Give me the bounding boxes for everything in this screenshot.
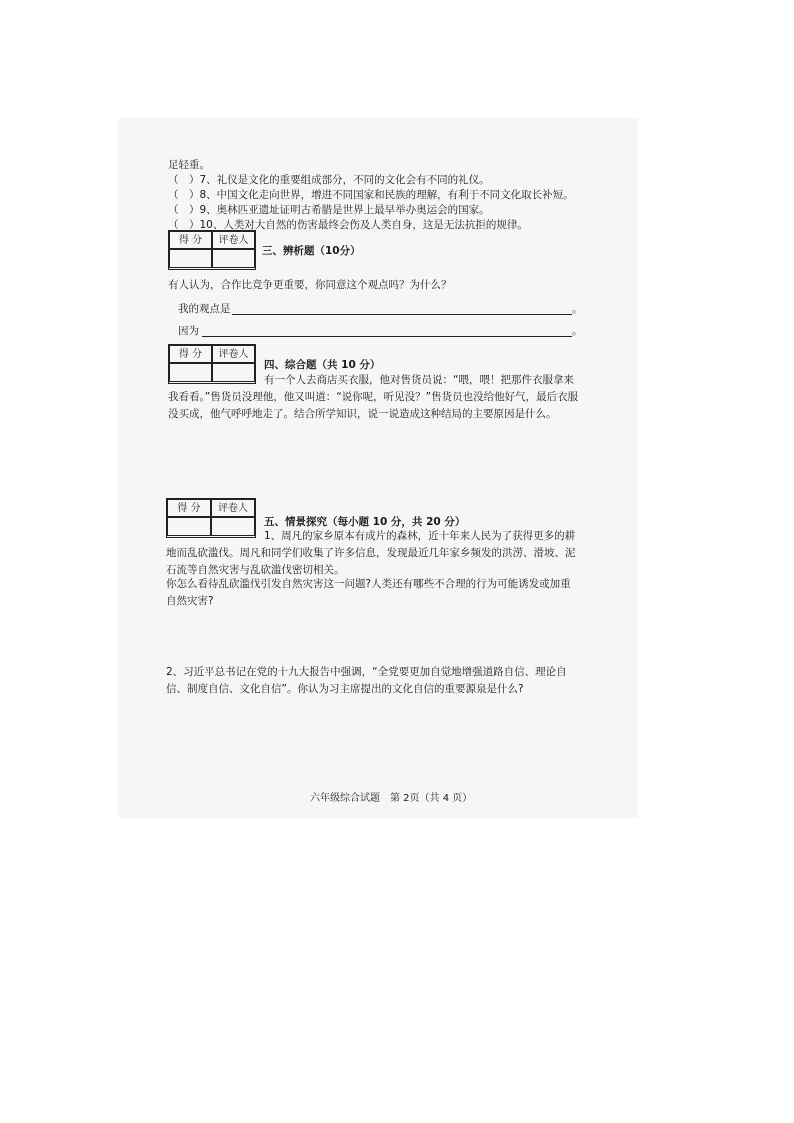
grader-label: 评卷人 xyxy=(212,345,255,363)
view-end-mark: 。 xyxy=(572,303,583,315)
page-footer: 六年级综合试题 第 2页（共 4 页） xyxy=(310,793,473,804)
score-label: 得 分 xyxy=(169,231,212,249)
section5-heading: 五、情景探究（每小题 10 分，共 20 分） xyxy=(264,516,466,528)
tf-item-10: （ ）10、人类对大自然的伤害最终会伤及人类自身，这是无法抗拒的规律。 xyxy=(168,219,528,231)
reason-end-mark: 。 xyxy=(572,325,583,337)
section5-q1-ask: 你怎么看待乱砍滥伐引发自然灾害这一问题?人类还有哪些不合理的行为可能诱发或加重自然灾害? xyxy=(166,578,571,607)
score-label: 得 分 xyxy=(167,499,211,517)
grader-cell[interactable] xyxy=(212,249,255,268)
tf-item-8: （ ）8、中国文化走向世界，增进不同国家和民族的理解，有利于不同文化取长补短。 xyxy=(168,189,574,201)
section5-q1: 1、周凡的家乡原本有成片的森林，近十年来人民为了获得更多的耕地而乱砍滥伐。周凡和同学们收集了许多信息，发现最近几年家乡频发的洪涝、滑坡、泥石流等自然灾害与乱砍滥伐密切相关。 xyxy=(166,530,576,576)
score-table-section3 xyxy=(168,230,256,270)
tf-item-9: （ ）9、奥林匹亚遗址证明古希腊是世界上最早举办奥运会的国家。 xyxy=(168,204,490,216)
score-cell[interactable] xyxy=(169,249,212,268)
section4-heading: 四、综合题（共 10 分） xyxy=(264,359,381,371)
reason-answer-line[interactable] xyxy=(202,336,572,337)
section3-question: 有人认为，合作比竞争更重要，你同意这个观点吗？为什么？ xyxy=(168,279,452,291)
grader-label: 评卷人 xyxy=(212,231,255,249)
section4-text: 有一个人去商店买衣服，他对售货员说：“喂，喂！把那件衣服拿来我看看。”售货员没理他，他又叫道：“说你呢，听见没？”售货员也没给他好气，最后衣服没买成，他气呼呼地走了。结合所学知识，说一说造成这种结局的主要原因是什么。 xyxy=(168,374,579,420)
view-label: 我的观点是 xyxy=(178,303,231,315)
tf-item-7: （ ）7、礼仪是文化的重要组成部分，不同的文化会有不同的礼仪。 xyxy=(168,174,490,186)
grader-label: 评卷人 xyxy=(211,499,255,517)
section5-q2: 2、习近平总书记在党的十九大报告中强调，“全党要更加自觉地增强道路自信、理论自信、制度自信、文化自信”。你认为习主席提出的文化自信的重要源泉是什么? xyxy=(166,666,567,695)
tf-continuation: 足轻重。 xyxy=(168,159,210,171)
section3-heading: 三、辨析题（10分） xyxy=(262,245,361,257)
score-label: 得 分 xyxy=(169,345,212,363)
view-answer-line[interactable] xyxy=(232,314,572,315)
reason-label: 因为 xyxy=(178,325,199,337)
